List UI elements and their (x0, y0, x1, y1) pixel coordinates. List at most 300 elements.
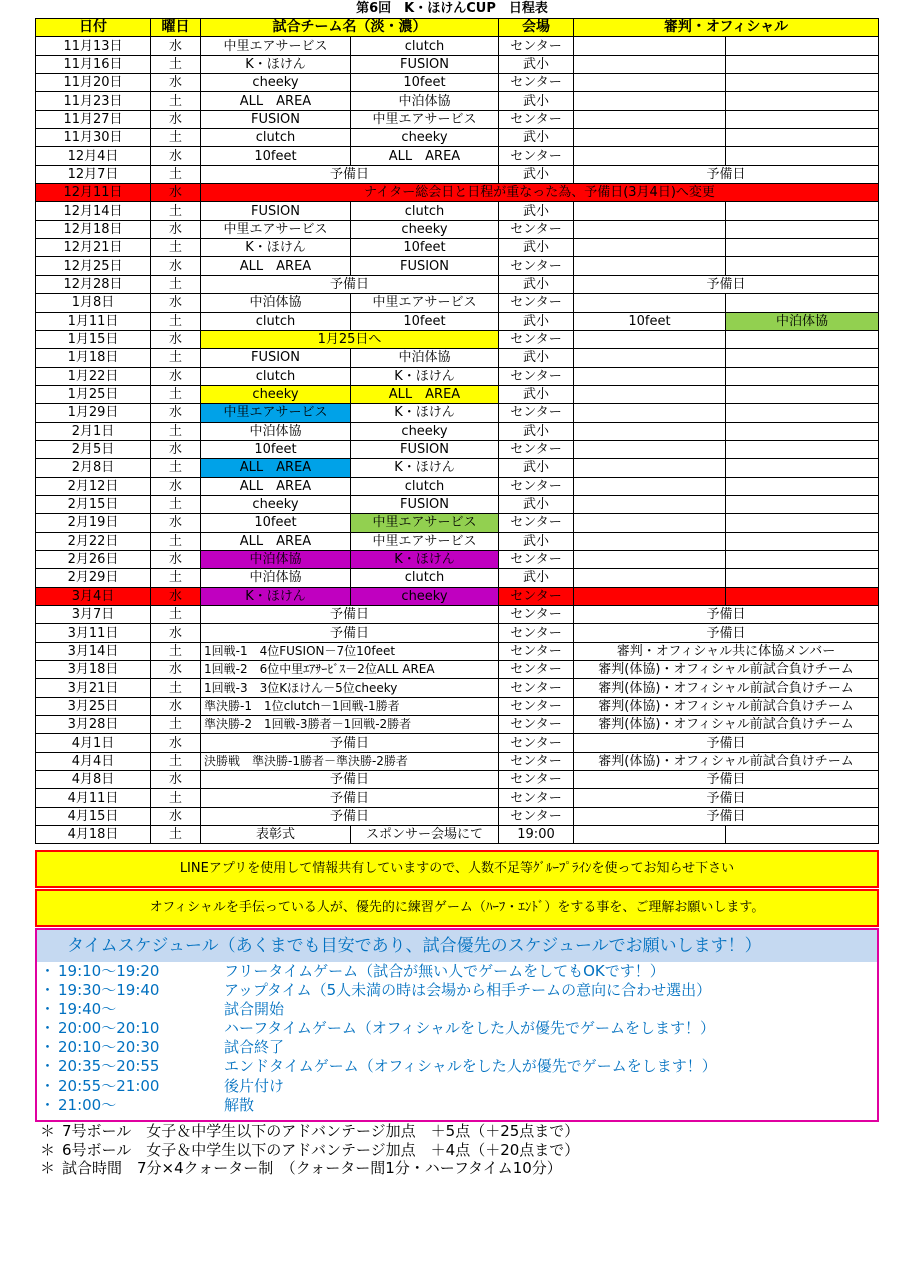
date-cell: 11月16日 (36, 55, 151, 73)
referee-cell (574, 92, 726, 110)
referee-cell (574, 514, 726, 532)
official-cell (726, 147, 879, 165)
date-cell: 12月11日 (36, 184, 151, 202)
official-cell: 審判・オフィシャル共に体協メンバー (574, 642, 879, 660)
team-light-cell: ALL AREA (201, 257, 351, 275)
date-cell: 3月14日 (36, 642, 151, 660)
table-row (36, 771, 879, 789)
referee-cell: 10feet (574, 312, 726, 330)
day-cell: 水 (151, 37, 201, 55)
official-cell: 予備日 (574, 771, 879, 789)
team-light-cell: 10feet (201, 147, 351, 165)
date-cell: 4月18日 (36, 826, 151, 844)
header-day: 曜日 (151, 19, 201, 37)
team-light-cell: FUSION (201, 349, 351, 367)
venue-cell: センター (499, 37, 574, 55)
team-light-cell: 中泊体協 (201, 294, 351, 312)
day-cell: 水 (151, 550, 201, 568)
team-dark-cell: cheeky (351, 587, 499, 605)
referee-cell (574, 385, 726, 403)
venue-cell: センター (499, 789, 574, 807)
team-light-cell: ALL AREA (201, 532, 351, 550)
note-line (40, 1122, 579, 1141)
referee-cell (574, 55, 726, 73)
referee-cell (574, 147, 726, 165)
day-cell: 土 (151, 826, 201, 844)
table-row (36, 220, 879, 238)
day-cell: 水 (151, 220, 201, 238)
team-dark-cell: FUSION (351, 440, 499, 458)
bullet: ・ (40, 1095, 56, 1114)
date-cell: 1月11日 (36, 312, 151, 330)
time-schedule-list (37, 962, 877, 1115)
bullet: ・ (40, 981, 56, 1000)
day-cell: 水 (151, 404, 201, 422)
team-dark-cell: clutch (351, 569, 499, 587)
venue-cell: 武小 (499, 422, 574, 440)
table-row (36, 606, 879, 624)
official-cell (726, 239, 879, 257)
day-cell: 土 (151, 716, 201, 734)
bullet: ・ (40, 962, 56, 980)
date-cell: 12月14日 (36, 202, 151, 220)
official-cell (726, 294, 879, 312)
venue-cell: 武小 (499, 239, 574, 257)
header-date: 日付 (36, 19, 151, 37)
table-row (36, 642, 879, 660)
note-line (40, 1159, 579, 1178)
schedule-item (37, 1000, 877, 1019)
table-row (36, 697, 879, 715)
date-cell: 1月25日 (36, 385, 151, 403)
table-row (36, 679, 879, 697)
page-title: 第6回 K・ほけんCUP 日程表 (356, 1, 548, 16)
day-cell: 土 (151, 789, 201, 807)
day-cell: 土 (151, 165, 201, 183)
day-cell: 水 (151, 587, 201, 605)
date-cell: 3月21日 (36, 679, 151, 697)
date-cell: 1月8日 (36, 294, 151, 312)
note-star: ＊ (40, 1122, 56, 1140)
team-dark-cell: cheeky (351, 422, 499, 440)
team-dark-cell: 中里エアサービス (351, 294, 499, 312)
table-row (36, 294, 879, 312)
team-light-cell: 中泊体協 (201, 550, 351, 568)
venue-cell: 武小 (499, 55, 574, 73)
official-cell: 予備日 (574, 734, 879, 752)
venue-cell: センター (499, 257, 574, 275)
official-cell: 審判(体協)・オフィシャル前試合負けチーム (574, 697, 879, 715)
date-cell: 2月29日 (36, 569, 151, 587)
note-text: 7号ボール 女子＆中学生以下のアドバンテージ加点 ＋5点（＋25点まで） (62, 1122, 580, 1140)
venue-cell: 19:00 (499, 826, 574, 844)
referee-cell (574, 330, 726, 348)
venue-cell: 武小 (499, 349, 574, 367)
day-cell: 土 (151, 129, 201, 147)
note-text: 6号ボール 女子＆中学生以下のアドバンテージ加点 ＋4点（＋20点まで） (62, 1140, 580, 1159)
date-cell: 12月4日 (36, 147, 151, 165)
day-cell: 水 (151, 514, 201, 532)
day-cell: 水 (151, 110, 201, 128)
match-cell: 予備日 (201, 624, 499, 642)
header-officials: 審判・オフィシャル (574, 19, 879, 37)
official-cell (726, 92, 879, 110)
official-cell (726, 349, 879, 367)
table-row (36, 532, 879, 550)
day-cell: 土 (151, 312, 201, 330)
date-cell: 3月7日 (36, 606, 151, 624)
referee-cell (574, 826, 726, 844)
date-cell: 2月5日 (36, 440, 151, 458)
schedule-time: 20:10～20:30 (58, 1038, 160, 1057)
official-cell (726, 587, 879, 605)
team-dark-cell: スポンサー会場にて (351, 826, 499, 844)
schedule-text: ハーフタイムゲーム（オフィシャルをした人が優先でゲームをします！） (224, 1019, 715, 1038)
official-cell: 審判(体協)・オフィシャル前試合負けチーム (574, 661, 879, 679)
team-dark-cell: FUSION (351, 495, 499, 513)
venue-cell: センター (499, 807, 574, 825)
official-cell: 予備日 (574, 624, 879, 642)
official-cell (726, 550, 879, 568)
table-row (36, 716, 879, 734)
day-cell: 水 (151, 257, 201, 275)
team-light-cell: 中里エアサービス (201, 37, 351, 55)
schedule-item (37, 1057, 877, 1076)
schedule-time: 19:40～ (58, 1000, 117, 1019)
day-cell: 土 (151, 752, 201, 770)
referee-cell (574, 404, 726, 422)
team-dark-cell: 中里エアサービス (351, 532, 499, 550)
date-cell: 11月23日 (36, 92, 151, 110)
referee-cell (574, 37, 726, 55)
venue-cell: センター (499, 752, 574, 770)
date-cell: 1月22日 (36, 367, 151, 385)
team-dark-cell: K・ほけん (351, 404, 499, 422)
team-dark-cell: 10feet (351, 312, 499, 330)
table-row (36, 110, 879, 128)
venue-cell: センター (499, 110, 574, 128)
date-cell: 12月28日 (36, 275, 151, 293)
schedule-item (37, 962, 877, 981)
team-dark-cell: cheeky (351, 129, 499, 147)
team-light-cell: ALL AREA (201, 92, 351, 110)
date-cell: 2月1日 (36, 422, 151, 440)
official-cell (726, 826, 879, 844)
official-cell (726, 440, 879, 458)
schedule-item (37, 1096, 877, 1115)
team-light-cell: FUSION (201, 202, 351, 220)
match-cell: 予備日 (201, 606, 499, 624)
day-cell: 土 (151, 275, 201, 293)
team-light-cell: 中泊体協 (201, 422, 351, 440)
table-row (36, 312, 879, 330)
referee-cell (574, 495, 726, 513)
day-cell: 土 (151, 202, 201, 220)
day-cell: 土 (151, 385, 201, 403)
table-row (36, 165, 879, 183)
date-cell: 11月27日 (36, 110, 151, 128)
table-row (36, 92, 879, 110)
team-light-cell: 中泊体協 (201, 569, 351, 587)
date-cell: 2月12日 (36, 477, 151, 495)
venue-cell: センター (499, 294, 574, 312)
venue-cell: センター (499, 661, 574, 679)
date-cell: 12月25日 (36, 257, 151, 275)
table-row (36, 184, 879, 202)
team-dark-cell: clutch (351, 202, 499, 220)
team-light-cell: K・ほけん (201, 587, 351, 605)
date-cell: 12月18日 (36, 220, 151, 238)
venue-cell: 武小 (499, 202, 574, 220)
team-light-cell: clutch (201, 367, 351, 385)
day-cell: 土 (151, 679, 201, 697)
day-cell: 土 (151, 606, 201, 624)
schedule-item (37, 981, 877, 1000)
day-cell: 水 (151, 477, 201, 495)
schedule-text: 解散 (224, 1095, 255, 1114)
official-cell (726, 220, 879, 238)
table-row (36, 404, 879, 422)
venue-cell: 武小 (499, 312, 574, 330)
team-dark-cell: 10feet (351, 74, 499, 92)
day-cell: 土 (151, 495, 201, 513)
table-row (36, 569, 879, 587)
referee-cell (574, 220, 726, 238)
venue-cell: センター (499, 679, 574, 697)
table-row (36, 257, 879, 275)
referee-cell (574, 367, 726, 385)
date-cell: 4月1日 (36, 734, 151, 752)
table-row (36, 275, 879, 293)
venue-cell: 武小 (499, 165, 574, 183)
venue-cell: センター (499, 606, 574, 624)
schedule-text: エンドタイムゲーム（オフィシャルをした人が優先でゲームをします！） (224, 1057, 717, 1076)
cancel-note: ナイター総会日と日程が重なった為、予備日(3月4日)へ変更 (201, 184, 879, 202)
schedule-body (36, 37, 879, 844)
table-row (36, 807, 879, 825)
official-cell (726, 532, 879, 550)
official-cell (726, 422, 879, 440)
venue-cell: センター (499, 74, 574, 92)
official-cell (726, 367, 879, 385)
schedule-time: 19:30～19:40 (58, 981, 160, 1000)
notes-section (40, 1122, 579, 1178)
official-cell: 予備日 (574, 606, 879, 624)
official-cell: 予備日 (574, 807, 879, 825)
official-cell: 審判(体協)・オフィシャル前試合負けチーム (574, 752, 879, 770)
official-cell: 審判(体協)・オフィシャル前試合負けチーム (574, 716, 879, 734)
bullet: ・ (40, 1000, 56, 1019)
table-row (36, 477, 879, 495)
day-cell: 土 (151, 92, 201, 110)
team-dark-cell: 中泊体協 (351, 92, 499, 110)
venue-cell: センター (499, 642, 574, 660)
match-cell: 予備日 (201, 734, 499, 752)
referee-cell (574, 532, 726, 550)
referee-cell (574, 294, 726, 312)
team-dark-cell: ALL AREA (351, 147, 499, 165)
official-cell: 予備日 (574, 789, 879, 807)
day-cell: 水 (151, 771, 201, 789)
schedule-time: 20:35～20:55 (58, 1057, 160, 1076)
date-cell: 3月18日 (36, 661, 151, 679)
referee-cell (574, 202, 726, 220)
match-cell: 1回戦-3 3位Kほけん－5位cheeky (201, 679, 499, 697)
table-row (36, 330, 879, 348)
date-cell: 3月4日 (36, 587, 151, 605)
table-row (36, 202, 879, 220)
table-row (36, 789, 879, 807)
referee-cell (574, 459, 726, 477)
referee-cell (574, 477, 726, 495)
official-cell: 中泊体協 (726, 312, 879, 330)
table-row (36, 752, 879, 770)
official-cell: 予備日 (574, 165, 879, 183)
referee-cell (574, 587, 726, 605)
match-cell: 1回戦-2 6位中里ｴｱｻｰﾋﾞｽ－2位ALL AREA (201, 661, 499, 679)
table-row (36, 422, 879, 440)
venue-cell: センター (499, 734, 574, 752)
team-dark-cell: 中泊体協 (351, 349, 499, 367)
team-dark-cell: 中里エアサービス (351, 514, 499, 532)
schedule-text: アップタイム（5人未満の時は会場から相手チームの意向に合わせ選出） (224, 981, 712, 1000)
team-light-cell: clutch (201, 312, 351, 330)
team-light-cell: cheeky (201, 385, 351, 403)
table-row (36, 440, 879, 458)
venue-cell: 武小 (499, 385, 574, 403)
official-cell (726, 110, 879, 128)
team-dark-cell: cheeky (351, 220, 499, 238)
schedule-time: 21:00～ (58, 1095, 117, 1114)
team-light-cell: 10feet (201, 440, 351, 458)
date-cell: 2月15日 (36, 495, 151, 513)
referee-cell (574, 569, 726, 587)
day-cell: 土 (151, 422, 201, 440)
date-cell: 2月8日 (36, 459, 151, 477)
day-cell: 土 (151, 349, 201, 367)
day-cell: 土 (151, 532, 201, 550)
official-cell (726, 330, 879, 348)
date-cell: 2月19日 (36, 514, 151, 532)
day-cell: 土 (151, 459, 201, 477)
schedule-text: 後片付け (224, 1076, 285, 1095)
team-light-cell: ALL AREA (201, 459, 351, 477)
venue-cell: センター (499, 440, 574, 458)
note-text: 試合時間 7分×4クォーター制 （クォーター間1分・ハーフタイム10分） (62, 1159, 562, 1177)
table-row (36, 495, 879, 513)
venue-cell: センター (499, 550, 574, 568)
schedule-time: 19:10～19:20 (58, 962, 160, 980)
date-cell: 4月4日 (36, 752, 151, 770)
day-cell: 水 (151, 294, 201, 312)
official-cell (726, 459, 879, 477)
table-row (36, 129, 879, 147)
day-cell: 水 (151, 367, 201, 385)
match-cell: 予備日 (201, 807, 499, 825)
official-cell (726, 495, 879, 513)
date-cell: 1月18日 (36, 349, 151, 367)
day-cell: 水 (151, 147, 201, 165)
referee-cell (574, 239, 726, 257)
schedule-table (35, 18, 879, 844)
note-line (40, 1141, 579, 1160)
match-cell: 予備日 (201, 275, 499, 293)
table-row (36, 349, 879, 367)
official-cell (726, 477, 879, 495)
time-schedule-box (35, 928, 879, 1122)
table-row (36, 459, 879, 477)
match-cell: 1回戦-1 4位FUSION－7位10feet (201, 642, 499, 660)
day-cell: 水 (151, 624, 201, 642)
referee-cell (574, 440, 726, 458)
note-star: ＊ (40, 1140, 56, 1159)
table-row (36, 55, 879, 73)
team-light-cell: K・ほけん (201, 239, 351, 257)
official-cell (726, 404, 879, 422)
team-dark-cell: FUSION (351, 257, 499, 275)
day-cell: 水 (151, 734, 201, 752)
venue-cell: センター (499, 367, 574, 385)
venue-cell: 武小 (499, 459, 574, 477)
team-dark-cell: 中里エアサービス (351, 110, 499, 128)
table-row (36, 826, 879, 844)
note-star: ＊ (40, 1159, 56, 1177)
date-cell: 3月28日 (36, 716, 151, 734)
match-cell: 準決勝-2 1回戦-3勝者－1回戦-2勝者 (201, 716, 499, 734)
bullet: ・ (40, 1076, 56, 1095)
venue-cell: 武小 (499, 92, 574, 110)
schedule-text: 試合開始 (224, 1000, 285, 1019)
referee-cell (574, 550, 726, 568)
schedule-item (37, 1019, 877, 1038)
team-light-cell: 中里エアサービス (201, 220, 351, 238)
bullet: ・ (40, 1038, 56, 1057)
team-light-cell: 10feet (201, 514, 351, 532)
date-cell: 11月30日 (36, 129, 151, 147)
referee-cell (574, 129, 726, 147)
venue-cell: センター (499, 587, 574, 605)
date-cell: 4月15日 (36, 807, 151, 825)
team-light-cell: cheeky (201, 74, 351, 92)
date-cell: 12月7日 (36, 165, 151, 183)
official-cell (726, 37, 879, 55)
date-cell: 3月11日 (36, 624, 151, 642)
table-row (36, 587, 879, 605)
bullet: ・ (40, 1057, 56, 1076)
venue-cell: センター (499, 624, 574, 642)
referee-cell (574, 257, 726, 275)
team-light-cell: 表彰式 (201, 826, 351, 844)
schedule-text: フリータイムゲーム（試合が無い人でゲームをしてもOKです！） (224, 962, 665, 980)
schedule-time: 20:00～20:10 (58, 1019, 160, 1038)
venue-cell: センター (499, 147, 574, 165)
date-cell: 1月15日 (36, 330, 151, 348)
header-teams: 試合チーム名（淡・濃） (201, 19, 499, 37)
table-row (36, 624, 879, 642)
venue-cell: 武小 (499, 569, 574, 587)
match-cell: 予備日 (201, 165, 499, 183)
venue-cell: センター (499, 404, 574, 422)
date-cell: 4月11日 (36, 789, 151, 807)
venue-cell: センター (499, 514, 574, 532)
official-cell (726, 74, 879, 92)
match-cell: 準決勝-1 1位clutch－1回戦-1勝者 (201, 697, 499, 715)
date-cell: 2月22日 (36, 532, 151, 550)
table-row (36, 74, 879, 92)
table-row (36, 661, 879, 679)
team-light-cell: ALL AREA (201, 477, 351, 495)
table-row (36, 385, 879, 403)
